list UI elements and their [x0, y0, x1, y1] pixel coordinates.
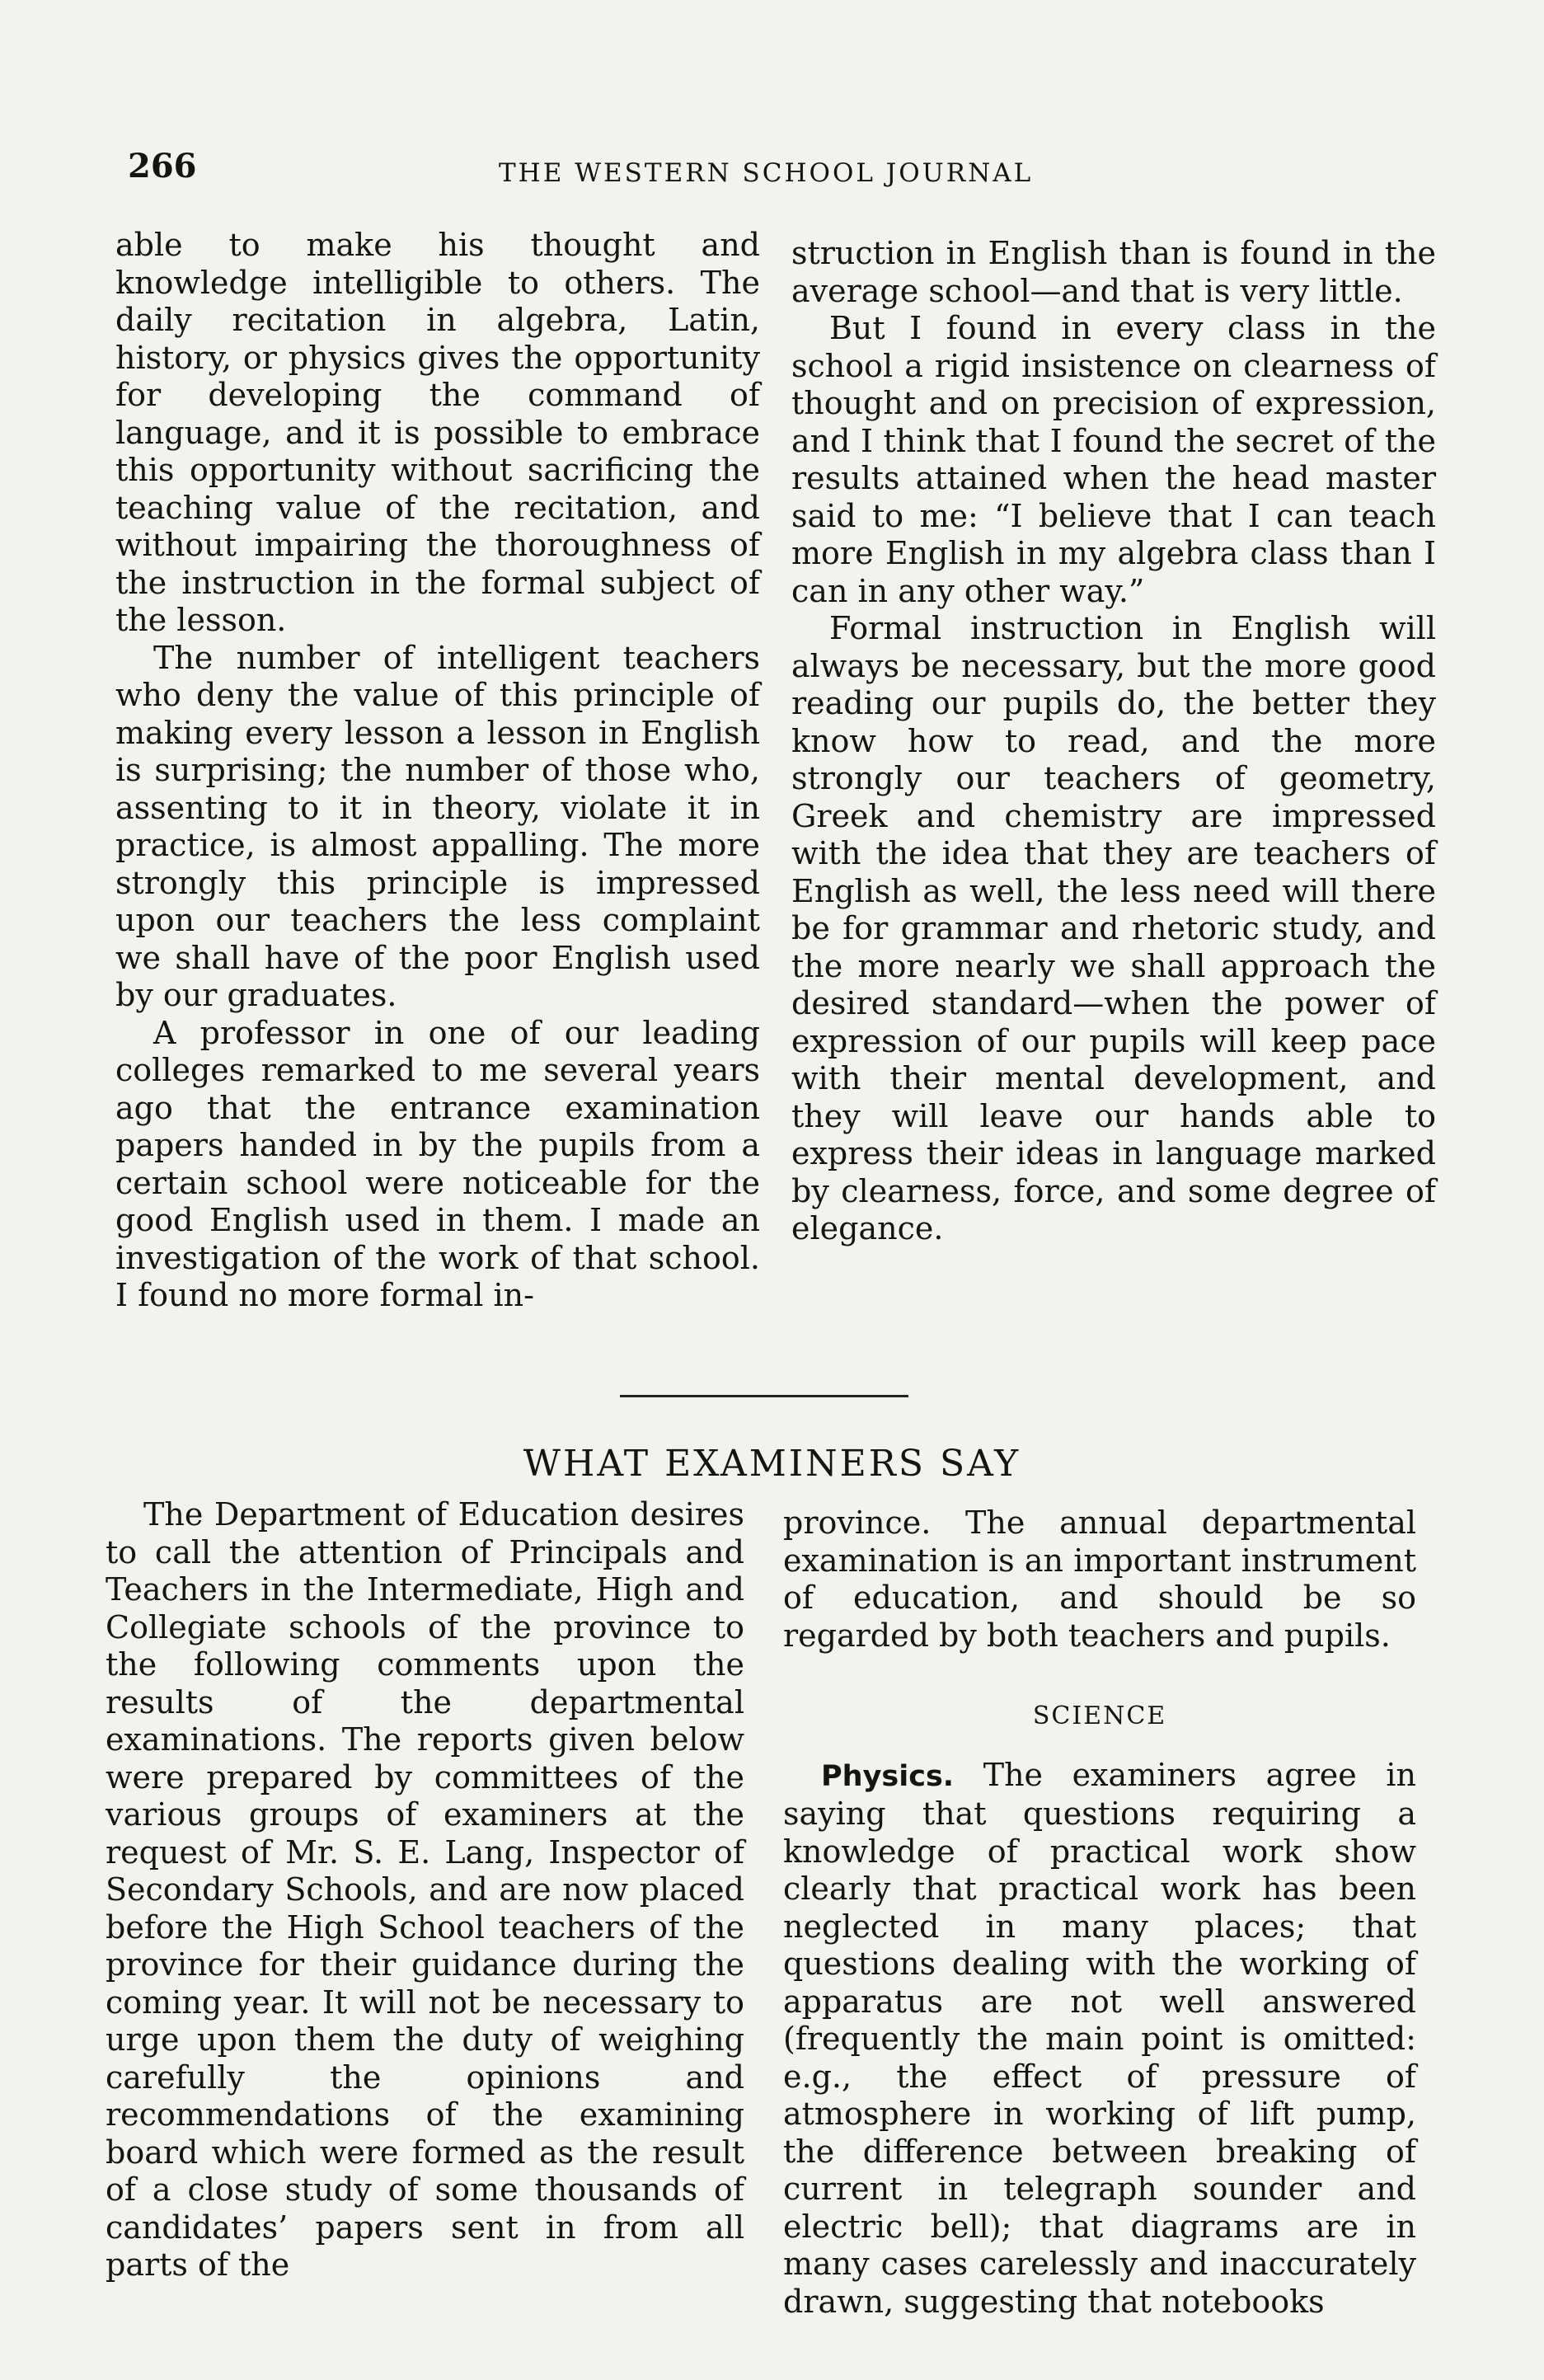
paragraph: The number of intelligent teachers who deny the value of this principle of making every lesson a lesson in English is surprising; the number of those who, assenting to it in theory, violate it in practice, is almost appalling. The more strongly this principle is impressed upon our teachers the less complaint we shall have of the poor English used by our graduates.	[115, 639, 760, 1013]
paragraph: But I found in every class in the school a rigid insistence on clearness of thought and on precision of expression, and I think that I found the secret of the results attained when the head master said to me: “I believe that I can teach more English in my algebra class than I can in any other way.”	[791, 310, 1436, 609]
paragraph: province. The annual departmental examination is an important instrument of education, and should be so regarded by both teachers and pupils.	[783, 1505, 1416, 1654]
page-header	[128, 147, 1463, 196]
section-divider	[620, 1395, 908, 1397]
section-right-column	[783, 1505, 1416, 2321]
paragraph: able to make his thought and knowledge intelligible to others. The daily recitation in algebra, Latin, history, or physics gives the opportunity for developing the command of language, and it is possible to embrace this opportunity without sacrificing the teaching value of the recitation, and without impairing the thoroughness of the instruction in the formal subject of the lesson.	[115, 227, 760, 638]
physics-paragraph	[783, 1757, 1416, 2321]
paragraph: struction in English than is found in the average school—and that is very little.	[791, 235, 1436, 309]
paragraph: Formal instruction in English will always be necessary, but the more good reading our pupils do, the better they know how to read, and the more strongly our teachers of geometry, Greek and chemistry are impressed with the idea that they are teachers of English as well, the less need will there be for grammar and rhetoric study, and the more nearly we shall approach the desired standard—when the power of expression of our pupils will keep pace with their mental development, and they will leave our hands able to express their ideas in language marked by clearness, force, and some degree of elegance.	[791, 610, 1436, 1246]
section-title: WHAT EXAMINERS SAY	[523, 1443, 1021, 1485]
paragraph: A professor in one of our leading colleges remarked to me several years ago that the entrance examination papers handed in by the pupils from a certain school were noticeable for the good English used in them. I made an investigation of the work of that school. I found no more formal in-	[115, 1014, 760, 1313]
page-number: 266	[128, 147, 197, 185]
article-left-column	[115, 227, 760, 1315]
section-left-column	[106, 1496, 744, 2284]
paragraph: The Department of Education desires to call the attention of Principals and Teachers in the Intermediate, High and Collegiate schools of the province to the following comments upon the results of the departmental examinations. The reports given below were prepared by committees of the various groups of examiners at the request of Mr. S. E. Lang, Inspector of Secondary Schools, and are now placed before the High School teachers of the province for their guidance during the coming year. It will not be necessary to urge upon them the duty of weighing carefully the opinions and recommendations of the examining board which were formed as the result of a close study of some thousands of candidates’ papers sent in from all parts of the	[106, 1496, 744, 2283]
subheading-science: SCIENCE	[1032, 1702, 1167, 1730]
article-right-column	[791, 235, 1436, 1248]
run-in-heading-physics: Physics.	[821, 1759, 955, 1793]
running-title: THE WESTERN SCHOOL JOURNAL	[499, 158, 1034, 188]
physics-text: The examiners agree in saying that questions requiring a knowledge of practical work show clearly that practical work has been neglected in many places; that questions dealing with the working of apparatus are not well answered (frequently the main point is omitted: e.g., the effect of pressure of atmosphere in working of lift pump, the difference between breaking of current in telegraph sounder and electric bell); that diagrams are in many cases carelessly and inaccurately drawn, suggesting that notebooks	[783, 1756, 1416, 2320]
